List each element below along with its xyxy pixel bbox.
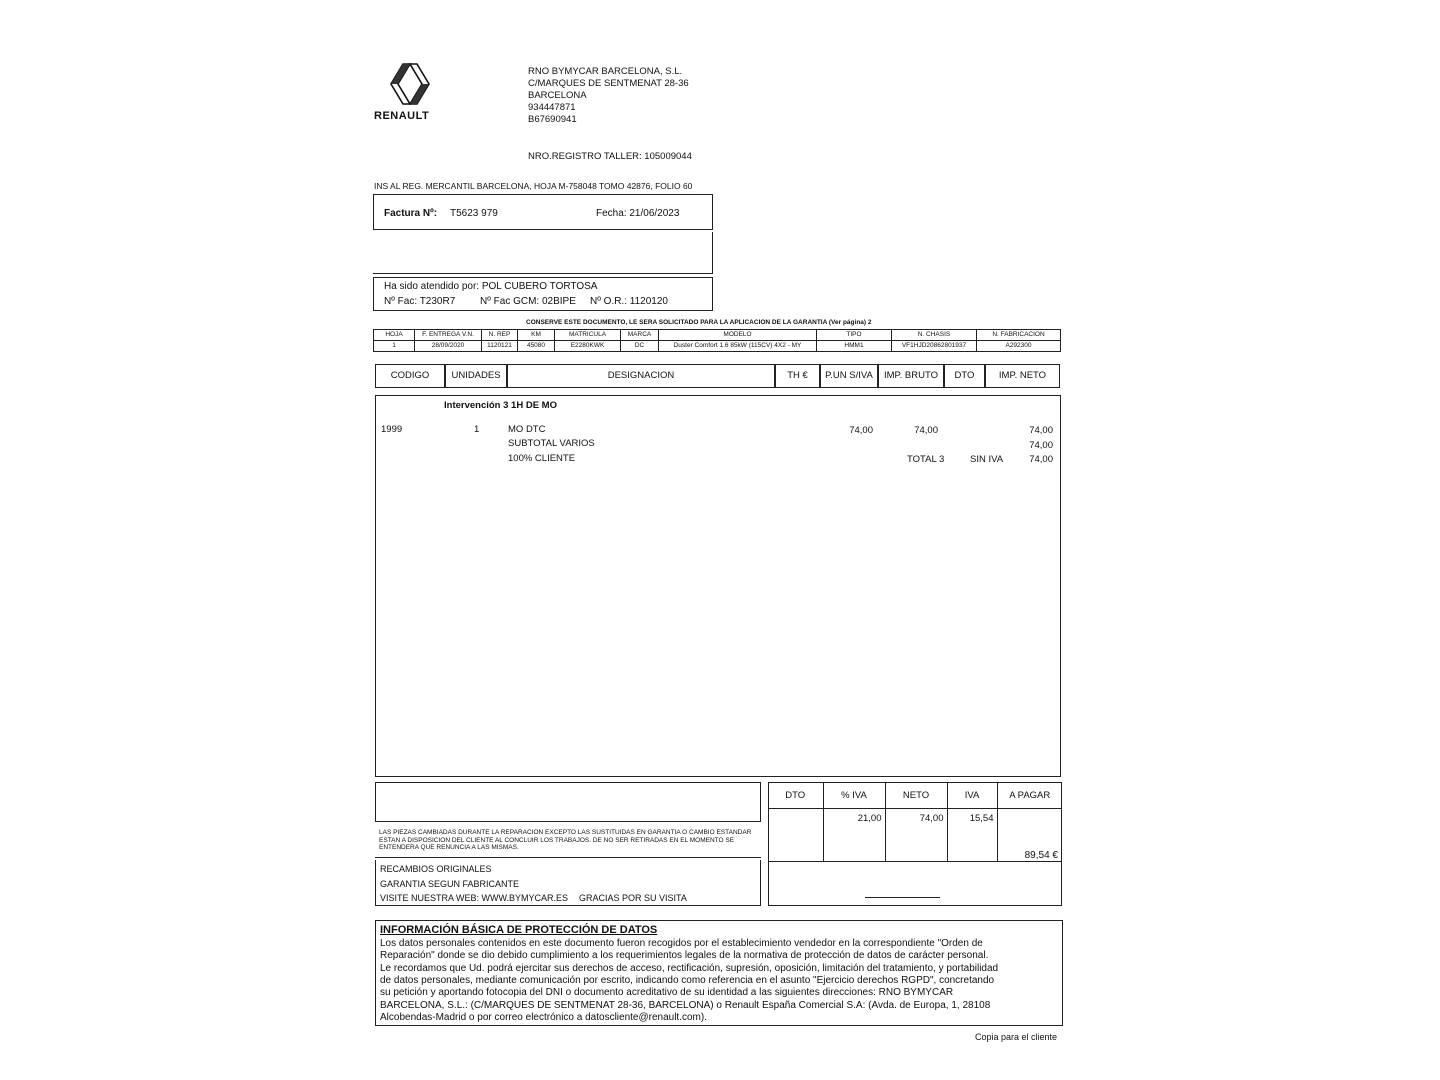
col-codigo: CODIGO (375, 364, 445, 388)
siniva-label: SIN IVA (970, 454, 1004, 465)
vehicle-cell: 1 (374, 341, 415, 352)
vehicle-header: N. FABRICACION (977, 330, 1061, 341)
vehicle-header: KM (518, 330, 555, 341)
totals-cell: 21,00 (823, 809, 885, 863)
observations-box (375, 782, 761, 822)
totals-header-row (768, 782, 1062, 809)
signature-line (865, 897, 940, 898)
cliente-label: 100% CLIENTE (508, 453, 576, 464)
attended-box (373, 277, 713, 311)
privacy-title: INFORMACIÓN BÁSICA DE PROTECCIÓN DE DATOS (380, 924, 658, 936)
company-name: RNO BYMYCAR BARCELONA, S.L. (528, 66, 683, 77)
factura-label: Factura Nº: (384, 208, 438, 219)
privacy-box (375, 920, 1063, 1026)
totals-cell: 15,54 (947, 809, 997, 863)
company-phone: 934447871 (528, 102, 576, 113)
vehicle-header: N. CHASIS (892, 330, 977, 341)
privacy-line: de datos personales, mediante comunicación por escrito, indicando como referencia en el asunto "Ejercicio derechos RGPD", concretando (380, 975, 995, 986)
conserve-note: CONSERVE ESTE DOCUMENTO, LE SERA SOLICITADO PARA LA APLICACION DE LA GARANTIA (Ver página) 2 (526, 319, 872, 326)
vehicle-header: MODELO (659, 330, 817, 341)
vehicle-header: TIPO (817, 330, 892, 341)
registro-mercantil: INS AL REG. MERCANTIL BARCELONA, HOJA M-758048 TOMO 42876, FOLIO 60 (374, 181, 693, 191)
privacy-line: BARCELONA, S.L.: (C/MARQUES DE SENTMENAT 28-36, BARCELONA) o Renault España Comercial S.A: (Avda. de Europa, 1, 28108 (380, 1000, 991, 1011)
col-pun: P.UN S/IVA (820, 364, 878, 388)
subtotal-label: SUBTOTAL VARIOS (508, 438, 595, 449)
totals-header: NETO (885, 782, 947, 809)
totals-header: IVA (947, 782, 997, 809)
line-designacion: MO DTC (508, 424, 546, 435)
vehicle-cell: 28/09/2020 (415, 341, 482, 352)
garantia-text: GARANTIA SEGUN FABRICANTE (380, 879, 520, 889)
vehicle-table (373, 329, 1061, 352)
factura-number: T5623 979 (450, 208, 498, 219)
web-text: VISITE NUESTRA WEB: WWW.BYMYCAR.ES (380, 893, 569, 903)
vehicle-header: MARCA (621, 330, 659, 341)
company-cif: B67690941 (528, 114, 577, 125)
vehicle-header: N. REP (482, 330, 518, 341)
gracias-text: GRACIAS POR SU VISITA (579, 893, 687, 903)
vehicle-cell: VF1HJD20862801937 (892, 341, 977, 352)
line-items-box (375, 395, 1061, 777)
privacy-line: Le recordamos que Ud. podrá ejercitar sus derechos de acceso, rectificación, supresión, oposición, limitación del tratamiento, y portabilidad (380, 963, 999, 974)
company-address: C/MARQUES DE SENTMENAT 28-36 (528, 78, 689, 89)
vehicle-cell: Duster Comfort 1.6 85kW (115CV) 4X2 - MY (659, 341, 817, 352)
customer-box (373, 232, 713, 274)
divider (375, 857, 761, 858)
vehicle-header: HOJA (374, 330, 415, 341)
totals-header: % IVA (823, 782, 885, 809)
nfac-gcm: Nº Fac GCM: 02BIPE (480, 296, 576, 307)
totals-cell (768, 809, 823, 863)
copy-label: Copia para el cliente (975, 1032, 1058, 1042)
col-neto: IMP. NETO (985, 364, 1060, 388)
totals-header: DTO (768, 782, 823, 809)
privacy-line: Reparación" donde se dio debido cumplimiento a los requerimientos legales de la normativa de protección de datos de carácter personal. (380, 950, 989, 961)
privacy-line: su petición y aportando fotocopia del DNI o documento acreditativo de su identidad a las siguientes direcciones: RNO BYMYCAR (380, 987, 954, 998)
nfac: Nº Fac: T230R7 (384, 296, 456, 307)
vehicle-header: F. ENTREGA V.N. (415, 330, 482, 341)
footer-info-box (375, 860, 761, 906)
vehicle-cell: 45080 (518, 341, 555, 352)
col-unidades: UNIDADES (445, 364, 507, 388)
line-pun: 74,00 (849, 425, 873, 436)
total-label: TOTAL 3 (907, 454, 945, 465)
line-unidades: 1 (474, 424, 480, 435)
totals-cell: 74,00 (885, 809, 947, 863)
brand-wordmark: RENAULT (374, 110, 430, 122)
vehicle-cell: E2280KWK (555, 341, 621, 352)
line-neto: 74,00 (1029, 425, 1053, 436)
line-bruto: 74,00 (914, 425, 938, 436)
line-codigo: 1999 (381, 424, 403, 435)
col-bruto: IMP. BRUTO (878, 364, 944, 388)
col-th: TH € (775, 364, 820, 388)
registro-taller: NRO.REGISTRO TALLER: 105009044 (528, 151, 692, 162)
attended-by: Ha sido atendido por: POL CUBERO TORTOSA (384, 281, 598, 292)
subtotal-value: 74,00 (1029, 440, 1053, 451)
intervencion-title: Intervención 3 1H DE MO (444, 400, 557, 411)
total-value: 74,00 (1029, 454, 1053, 465)
col-designacion: DESIGNACION (507, 364, 775, 388)
signature-box (768, 862, 1062, 906)
privacy-line: Alcobendas-Madrid o por correo electrónico a datoscliente@renault.com). (380, 1012, 707, 1023)
a-pagar-value: 89,54 € (1024, 850, 1058, 861)
recambios-text: RECAMBIOS ORIGINALES (380, 864, 492, 874)
company-city: BARCELONA (528, 90, 587, 101)
orden-reparacion: Nº O.R.: 1120120 (590, 296, 668, 307)
invoice-date: Fecha: 21/06/2023 (596, 208, 680, 219)
invoice-box (373, 194, 713, 230)
vehicle-cell: 1120121 (482, 341, 518, 352)
vehicle-header-row (374, 330, 1061, 341)
col-dto: DTO (944, 364, 985, 388)
vehicle-cell: DC (621, 341, 659, 352)
vehicle-header: MATRICULA (555, 330, 621, 341)
renault-logo-icon (388, 62, 432, 106)
privacy-line: Los datos personales contenidos en este documento fueron recogidos por el establecimiento vendedor en la correspondiente "Orden de (380, 938, 983, 949)
vehicle-value-row (374, 341, 1061, 352)
totals-header: A PAGAR (997, 782, 1062, 809)
vehicle-cell: HMM1 (817, 341, 892, 352)
vehicle-cell: A292300 (977, 341, 1061, 352)
notice-text: LAS PIEZAS CAMBIADAS DURANTE LA REPARACION EXCEPTO LAS SUSTITUIDAS EN GARANTIA O CAMBIO ESTANDAR ESTAN A DISPOSICION DEL CLIENTE AL CONCLUIR LOS TRABAJOS. DE NO SER RETIRADAS EN EL MOMENTO SE ENTENDERA QUE RENUNCIA A LAS MISMAS. (379, 829, 752, 851)
